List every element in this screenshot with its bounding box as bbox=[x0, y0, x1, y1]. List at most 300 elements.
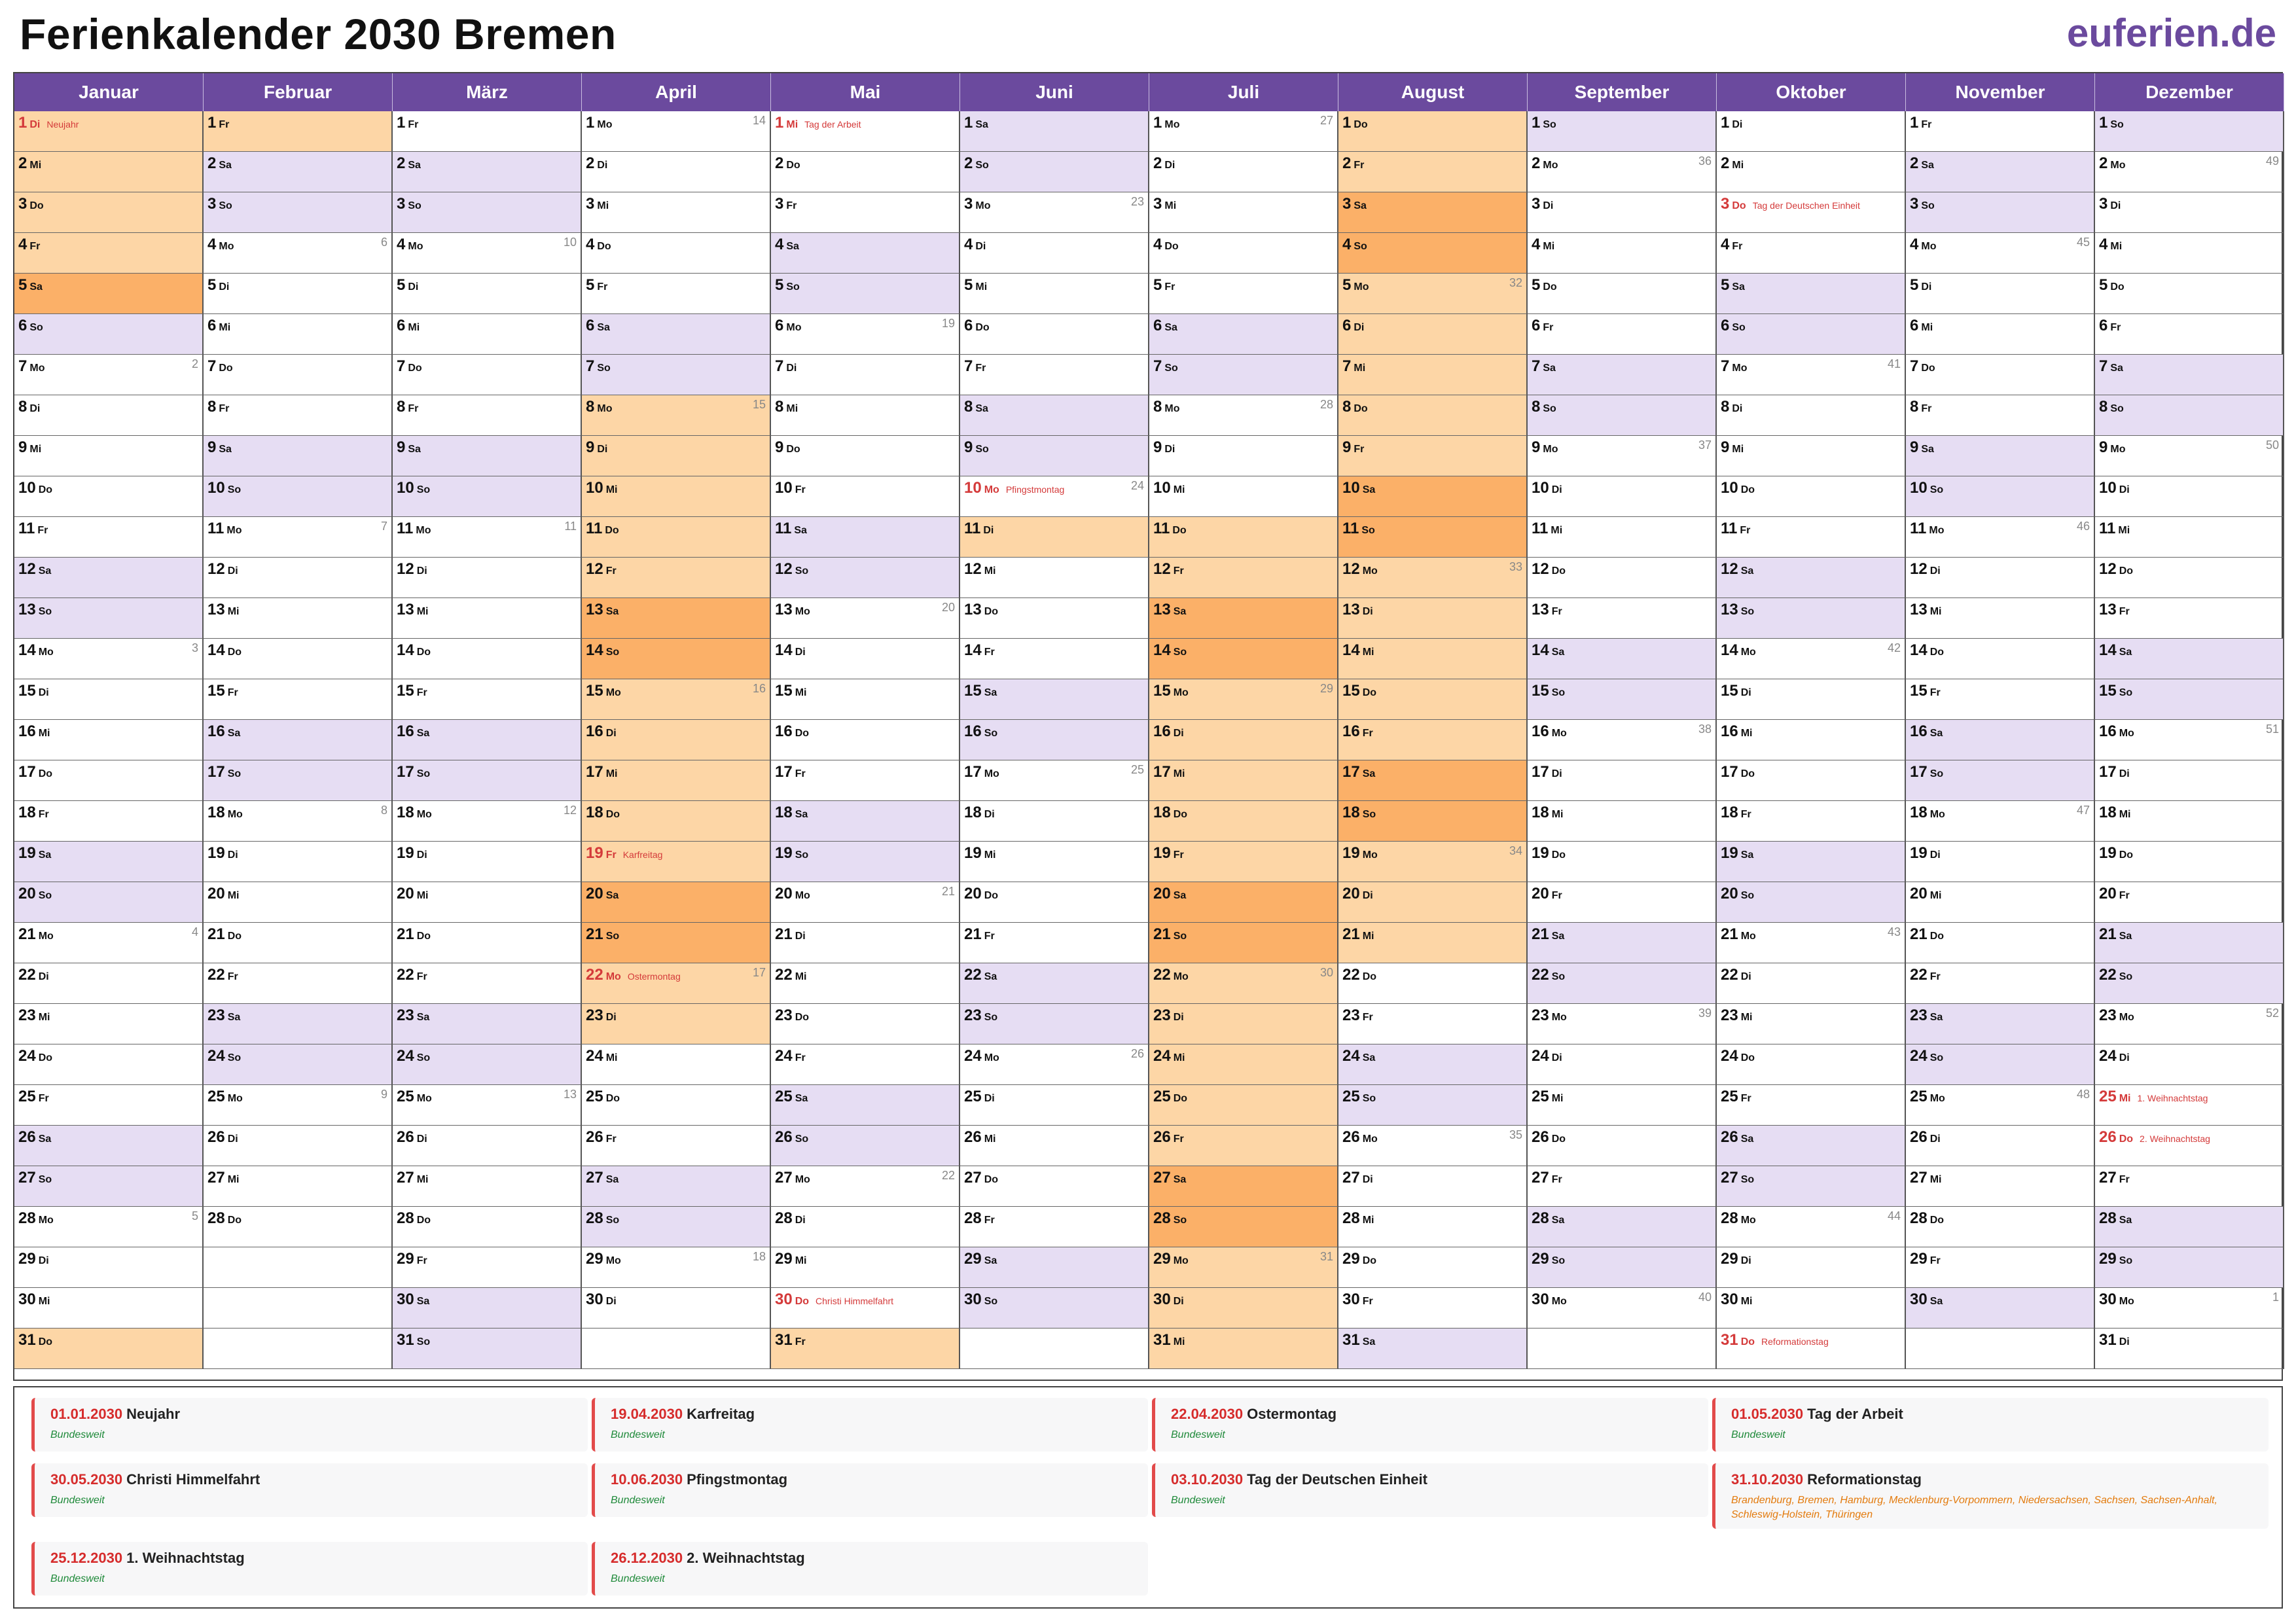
day-number: 4 bbox=[586, 236, 595, 253]
day-number: 29 bbox=[1153, 1250, 1171, 1268]
weekday-label: So bbox=[1929, 768, 1944, 779]
day-cell bbox=[2095, 1085, 2284, 1126]
empty-day-cell bbox=[1528, 1329, 1717, 1369]
day-number: 8 bbox=[1532, 398, 1541, 416]
holiday-name: Tag der Arbeit bbox=[804, 119, 861, 130]
day-cell bbox=[1717, 1207, 1906, 1247]
weekday-label: So bbox=[1164, 363, 1178, 374]
week-number: 35 bbox=[1509, 1128, 1522, 1141]
day-cell bbox=[1338, 395, 1528, 436]
day-cell bbox=[1338, 1207, 1528, 1247]
day-cell bbox=[204, 558, 393, 598]
weekday-label: Mi bbox=[219, 322, 231, 333]
day-number: 4 bbox=[964, 236, 973, 253]
day-cell bbox=[582, 882, 771, 923]
weekday-label: Sa bbox=[605, 606, 619, 617]
weekday-label: Mi bbox=[1164, 200, 1177, 211]
weekday-label: Mo bbox=[795, 1174, 810, 1185]
day-cell bbox=[771, 111, 960, 152]
weekday-label: Mi bbox=[227, 606, 240, 617]
weekday-label: Mo bbox=[984, 1052, 999, 1063]
weekday-label: Mo bbox=[1173, 1255, 1189, 1266]
week-number: 52 bbox=[2265, 1007, 2279, 1020]
day-cell bbox=[14, 923, 204, 963]
day-number: 28 bbox=[207, 1209, 225, 1227]
weekday-label: So bbox=[984, 1296, 998, 1307]
day-cell bbox=[1717, 963, 1906, 1004]
legend-holiday-name: Tag der Arbeit bbox=[1807, 1406, 1903, 1422]
day-number: 21 bbox=[775, 925, 793, 943]
weekday-label: Di bbox=[1362, 606, 1373, 617]
day-cell bbox=[771, 355, 960, 395]
day-cell bbox=[771, 882, 960, 923]
weekday-label: Do bbox=[605, 809, 620, 820]
day-number: 27 bbox=[964, 1169, 982, 1186]
weekday-label: Mo bbox=[1173, 971, 1189, 982]
day-number: 18 bbox=[2099, 804, 2117, 821]
day-number: 31 bbox=[18, 1331, 36, 1349]
day-cell bbox=[1149, 314, 1338, 355]
weekday-label: So bbox=[227, 768, 242, 779]
day-cell bbox=[2095, 1288, 2284, 1329]
day-number: 19 bbox=[1153, 844, 1171, 862]
day-number: 13 bbox=[18, 601, 36, 618]
day-cell bbox=[1528, 760, 1717, 801]
legend-region: Bundesweit bbox=[1171, 1495, 1225, 1506]
day-number: 4 bbox=[1532, 236, 1541, 253]
day-number: 14 bbox=[1342, 641, 1360, 659]
weekday-label: So bbox=[1361, 525, 1375, 536]
legend-holiday-name: Pfingstmontag bbox=[687, 1471, 788, 1488]
weekday-label: Sa bbox=[984, 687, 997, 698]
day-cell bbox=[771, 598, 960, 639]
day-cell bbox=[204, 111, 393, 152]
day-number: 2 bbox=[1721, 154, 1730, 172]
day-number: 20 bbox=[1721, 885, 1738, 902]
day-number: 11 bbox=[1910, 520, 1927, 537]
day-cell bbox=[960, 801, 1149, 842]
day-cell bbox=[1338, 1085, 1528, 1126]
weekday-label: Do bbox=[408, 363, 422, 374]
day-number: 10 bbox=[1910, 479, 1928, 497]
day-number: 6 bbox=[1342, 317, 1352, 334]
day-cell bbox=[1528, 233, 1717, 274]
empty-day-cell bbox=[960, 1329, 1149, 1369]
weekday-label: Sa bbox=[975, 403, 988, 414]
weekday-label: Do bbox=[1929, 647, 1945, 658]
day-number: 3 bbox=[1721, 195, 1730, 213]
month-header: Mai bbox=[771, 73, 960, 111]
day-cell bbox=[14, 963, 204, 1004]
weekday-label: Fr bbox=[2119, 606, 2130, 617]
day-cell bbox=[14, 1004, 204, 1044]
weekday-label: Di bbox=[795, 647, 806, 658]
day-cell bbox=[1717, 517, 1906, 558]
day-number: 17 bbox=[1721, 763, 1738, 781]
weekday-label: Mo bbox=[1551, 1012, 1567, 1023]
weekday-label: So bbox=[1362, 809, 1376, 820]
weekday-label: Mi bbox=[984, 565, 996, 577]
weekday-label: Fr bbox=[1173, 849, 1184, 861]
day-cell bbox=[1149, 639, 1338, 679]
weekday-label: Mo bbox=[38, 931, 54, 942]
weekday-label: Fr bbox=[408, 119, 419, 130]
month-header: September bbox=[1528, 73, 1717, 111]
day-number: 2 bbox=[397, 154, 406, 172]
day-cell bbox=[1528, 639, 1717, 679]
day-number: 7 bbox=[207, 357, 217, 375]
legend-region: Bundesweit bbox=[611, 1495, 665, 1506]
day-number: 3 bbox=[18, 195, 27, 213]
day-cell bbox=[960, 233, 1149, 274]
weekday-label: Di bbox=[1929, 565, 1941, 577]
day-number: 20 bbox=[18, 885, 36, 902]
weekday-label: Fr bbox=[227, 971, 238, 982]
day-cell bbox=[1906, 436, 2095, 476]
weekday-label: Di bbox=[1732, 119, 1743, 130]
day-number: 28 bbox=[18, 1209, 36, 1227]
weekday-label: Mi bbox=[1551, 525, 1563, 536]
day-cell bbox=[1717, 476, 1906, 517]
day-number: 18 bbox=[1532, 804, 1549, 821]
day-cell bbox=[960, 476, 1149, 517]
day-number: 16 bbox=[397, 722, 414, 740]
day-number: 21 bbox=[18, 925, 36, 943]
day-cell bbox=[1906, 1247, 2095, 1288]
weekday-label: Fr bbox=[1740, 1093, 1751, 1104]
week-number: 24 bbox=[1130, 479, 1144, 492]
day-number: 29 bbox=[18, 1250, 36, 1268]
day-cell bbox=[1717, 192, 1906, 233]
day-number: 17 bbox=[2099, 763, 2117, 781]
legend-region: Bundesweit bbox=[611, 1573, 665, 1584]
weekday-label: Fr bbox=[1740, 525, 1751, 536]
week-number: 9 bbox=[380, 1088, 387, 1101]
day-number: 13 bbox=[1532, 601, 1549, 618]
day-number: 28 bbox=[1910, 1209, 1928, 1227]
day-number: 7 bbox=[1153, 357, 1162, 375]
weekday-label: Di bbox=[1164, 444, 1175, 455]
weekday-label: Do bbox=[2119, 565, 2134, 577]
day-cell bbox=[1149, 1207, 1338, 1247]
day-number: 20 bbox=[207, 885, 225, 902]
day-number: 9 bbox=[1532, 438, 1541, 456]
day-cell bbox=[960, 882, 1149, 923]
weekday-label: So bbox=[1362, 1093, 1376, 1104]
weekday-label: Sa bbox=[416, 1012, 430, 1023]
day-number: 3 bbox=[775, 195, 784, 213]
day-cell bbox=[14, 801, 204, 842]
day-cell bbox=[1906, 355, 2095, 395]
day-cell bbox=[1906, 639, 2095, 679]
weekday-label: Sa bbox=[1921, 160, 1934, 171]
weekday-label: So bbox=[605, 1215, 620, 1226]
weekday-label: Di bbox=[1354, 322, 1365, 333]
day-cell bbox=[582, 760, 771, 801]
weekday-label: Mi bbox=[795, 971, 807, 982]
day-cell bbox=[1528, 1085, 1717, 1126]
day-cell bbox=[393, 720, 582, 760]
weekday-label: Mo bbox=[1362, 1133, 1378, 1145]
day-cell bbox=[1906, 558, 2095, 598]
week-number: 47 bbox=[2076, 804, 2090, 817]
weekday-label: Do bbox=[605, 1093, 620, 1104]
day-number: 16 bbox=[2099, 722, 2117, 740]
weekday-label: Mo bbox=[984, 768, 999, 779]
day-cell bbox=[393, 111, 582, 152]
day-number: 7 bbox=[2099, 357, 2108, 375]
weekday-label: Sa bbox=[984, 971, 997, 982]
day-number: 6 bbox=[1532, 317, 1541, 334]
weekday-label: Do bbox=[1740, 768, 1755, 779]
day-number: 15 bbox=[2099, 682, 2117, 700]
day-cell bbox=[1906, 1004, 2095, 1044]
day-cell bbox=[2095, 233, 2284, 274]
weekday-label: Mi bbox=[1362, 1215, 1374, 1226]
day-cell bbox=[771, 679, 960, 720]
week-number: 39 bbox=[1698, 1007, 1712, 1020]
weekday-label: Fr bbox=[416, 1255, 427, 1266]
week-number: 28 bbox=[1319, 398, 1333, 411]
weekday-label: Di bbox=[1551, 484, 1562, 495]
day-number: 18 bbox=[1721, 804, 1738, 821]
day-number: 7 bbox=[1532, 357, 1541, 375]
day-cell bbox=[393, 1085, 582, 1126]
day-cell bbox=[393, 1004, 582, 1044]
day-cell bbox=[204, 1166, 393, 1207]
day-cell bbox=[14, 476, 204, 517]
weekday-label: Di bbox=[227, 565, 238, 577]
weekday-label: Sa bbox=[1173, 1174, 1187, 1185]
day-cell bbox=[960, 395, 1149, 436]
day-cell bbox=[771, 1288, 960, 1329]
day-number: 5 bbox=[1532, 276, 1541, 294]
weekday-label: Fr bbox=[605, 849, 617, 861]
weekday-label: So bbox=[38, 890, 52, 901]
day-cell bbox=[393, 233, 582, 274]
weekday-label: Do bbox=[984, 606, 999, 617]
day-cell bbox=[582, 1166, 771, 1207]
day-number: 16 bbox=[964, 722, 982, 740]
week-number: 45 bbox=[2076, 236, 2090, 249]
day-number: 18 bbox=[586, 804, 603, 821]
day-cell bbox=[1528, 436, 1717, 476]
day-number: 11 bbox=[207, 520, 224, 537]
day-number: 25 bbox=[1721, 1088, 1738, 1105]
day-cell bbox=[582, 923, 771, 963]
weekday-label: Sa bbox=[786, 241, 799, 252]
week-number: 40 bbox=[1698, 1291, 1712, 1304]
weekday-label: Do bbox=[2119, 849, 2134, 861]
weekday-label: So bbox=[227, 484, 242, 495]
day-number: 3 bbox=[2099, 195, 2108, 213]
day-cell bbox=[1338, 1126, 1528, 1166]
day-number: 5 bbox=[1342, 276, 1352, 294]
day-number: 14 bbox=[964, 641, 982, 659]
day-cell bbox=[2095, 152, 2284, 192]
day-number: 22 bbox=[1153, 966, 1171, 984]
week-number: 16 bbox=[752, 682, 766, 695]
day-cell bbox=[204, 314, 393, 355]
day-cell bbox=[1717, 720, 1906, 760]
day-cell bbox=[1906, 233, 2095, 274]
weekday-label: Fr bbox=[1929, 687, 1941, 698]
day-cell bbox=[1906, 598, 2095, 639]
day-number: 24 bbox=[964, 1047, 982, 1065]
weekday-label: Mi bbox=[38, 1296, 50, 1307]
week-number: 10 bbox=[563, 236, 577, 249]
day-number: 23 bbox=[1342, 1007, 1360, 1024]
day-cell bbox=[204, 274, 393, 314]
legend-entry bbox=[31, 1463, 588, 1517]
day-number: 21 bbox=[964, 925, 982, 943]
weekday-label: Sa bbox=[2119, 647, 2132, 658]
day-cell bbox=[1717, 436, 1906, 476]
day-cell bbox=[1149, 192, 1338, 233]
day-cell bbox=[2095, 1166, 2284, 1207]
weekday-label: Mo bbox=[597, 119, 613, 130]
weekday-label: Fr bbox=[1929, 1255, 1941, 1266]
weekday-label: Di bbox=[786, 363, 797, 374]
day-cell bbox=[2095, 842, 2284, 882]
weekday-label: Do bbox=[1172, 525, 1187, 536]
day-number: 13 bbox=[397, 601, 414, 618]
day-number: 13 bbox=[1721, 601, 1738, 618]
day-number: 25 bbox=[1532, 1088, 1549, 1105]
day-number: 15 bbox=[775, 682, 793, 700]
weekday-label: Mi bbox=[597, 200, 609, 211]
legend-holiday-name: 2. Weihnachtstag bbox=[687, 1550, 805, 1566]
day-number: 12 bbox=[1342, 560, 1360, 578]
day-cell bbox=[960, 192, 1149, 233]
week-number: 3 bbox=[191, 641, 198, 654]
day-cell bbox=[393, 1247, 582, 1288]
day-number: 28 bbox=[1721, 1209, 1738, 1227]
day-number: 20 bbox=[397, 885, 414, 902]
weekday-label: Do bbox=[227, 647, 242, 658]
day-number: 8 bbox=[964, 398, 973, 416]
weekday-label: So bbox=[1929, 484, 1944, 495]
weekday-label: Sa bbox=[605, 890, 619, 901]
day-number: 15 bbox=[1532, 682, 1549, 700]
day-cell bbox=[14, 882, 204, 923]
day-number: 6 bbox=[775, 317, 784, 334]
legend-date: 01.01.2030 bbox=[50, 1406, 123, 1422]
weekday-label: Mo bbox=[605, 687, 621, 698]
weekday-label: Mo bbox=[1929, 809, 1945, 820]
weekday-label: Mi bbox=[1740, 1296, 1753, 1307]
day-cell bbox=[1906, 801, 2095, 842]
holiday-name: Pfingstmontag bbox=[1005, 484, 1065, 495]
day-cell bbox=[1528, 1126, 1717, 1166]
weekday-label: Fr bbox=[1551, 606, 1562, 617]
weekday-label: So bbox=[38, 1174, 52, 1185]
week-number: 6 bbox=[380, 236, 387, 249]
day-cell bbox=[14, 598, 204, 639]
day-number: 1 bbox=[964, 114, 973, 132]
weekday-label: Sa bbox=[1173, 606, 1187, 617]
day-number: 18 bbox=[18, 804, 36, 821]
weekday-label: Do bbox=[1740, 484, 1755, 495]
weekday-label: So bbox=[984, 728, 998, 739]
weekday-label: Mi bbox=[2119, 809, 2131, 820]
week-number: 8 bbox=[380, 804, 387, 817]
day-number: 9 bbox=[1342, 438, 1352, 456]
weekday-label: Fr bbox=[2110, 322, 2121, 333]
day-cell bbox=[582, 1004, 771, 1044]
weekday-label: Do bbox=[786, 160, 800, 171]
brand-logo[interactable]: euferien.de bbox=[2066, 11, 2276, 55]
day-number: 24 bbox=[775, 1047, 793, 1065]
weekday-label: Fr bbox=[1362, 728, 1373, 739]
day-number: 15 bbox=[586, 682, 603, 700]
weekday-label: Do bbox=[38, 1336, 53, 1347]
day-number: 3 bbox=[1153, 195, 1162, 213]
day-cell bbox=[1149, 1004, 1338, 1044]
weekday-label: Fr bbox=[1354, 160, 1365, 171]
day-number: 9 bbox=[964, 438, 973, 456]
month-header: April bbox=[582, 73, 771, 111]
day-number: 6 bbox=[586, 317, 595, 334]
weekday-label: Sa bbox=[1543, 363, 1556, 374]
day-number: 14 bbox=[775, 641, 793, 659]
day-number: 8 bbox=[207, 398, 217, 416]
weekday-label: Mo bbox=[795, 890, 810, 901]
day-cell bbox=[393, 476, 582, 517]
day-cell bbox=[960, 720, 1149, 760]
holiday-name: Neujahr bbox=[46, 119, 79, 130]
day-number: 15 bbox=[1342, 682, 1360, 700]
day-number: 31 bbox=[2099, 1331, 2117, 1349]
day-number: 25 bbox=[1342, 1088, 1360, 1105]
day-cell bbox=[2095, 436, 2284, 476]
weekday-label: Fr bbox=[416, 687, 427, 698]
weekday-label: Fr bbox=[795, 1336, 806, 1347]
weekday-label: Mi bbox=[605, 484, 618, 495]
weekday-label: Mo bbox=[1740, 647, 1756, 658]
weekday-label: So bbox=[1173, 931, 1187, 942]
day-number: 30 bbox=[1342, 1291, 1360, 1308]
day-cell bbox=[2095, 355, 2284, 395]
weekday-label: Do bbox=[38, 1052, 53, 1063]
day-number: 29 bbox=[1910, 1250, 1928, 1268]
weekday-label: Sa bbox=[416, 1296, 430, 1307]
day-number: 20 bbox=[775, 885, 793, 902]
day-cell bbox=[1717, 1288, 1906, 1329]
day-number: 14 bbox=[1910, 641, 1928, 659]
day-cell bbox=[960, 760, 1149, 801]
weekday-label: Mo bbox=[416, 1093, 432, 1104]
day-number: 3 bbox=[1910, 195, 1919, 213]
day-cell bbox=[204, 639, 393, 679]
day-cell bbox=[14, 152, 204, 192]
day-number: 2 bbox=[775, 154, 784, 172]
day-number: 25 bbox=[1153, 1088, 1171, 1105]
weekday-label: Sa bbox=[38, 1133, 52, 1145]
day-cell bbox=[2095, 882, 2284, 923]
holiday-name: Tag der Deutschen Einheit bbox=[1752, 200, 1860, 211]
day-cell bbox=[204, 801, 393, 842]
day-cell bbox=[1149, 1085, 1338, 1126]
weekday-label: Do bbox=[1362, 687, 1377, 698]
legend-date: 31.10.2030 bbox=[1731, 1471, 1804, 1488]
day-cell bbox=[1149, 801, 1338, 842]
weekday-label: Mo bbox=[1354, 281, 1369, 293]
day-cell bbox=[2095, 476, 2284, 517]
day-cell bbox=[1338, 639, 1528, 679]
day-number: 1 bbox=[775, 114, 784, 132]
day-cell bbox=[1338, 598, 1528, 639]
